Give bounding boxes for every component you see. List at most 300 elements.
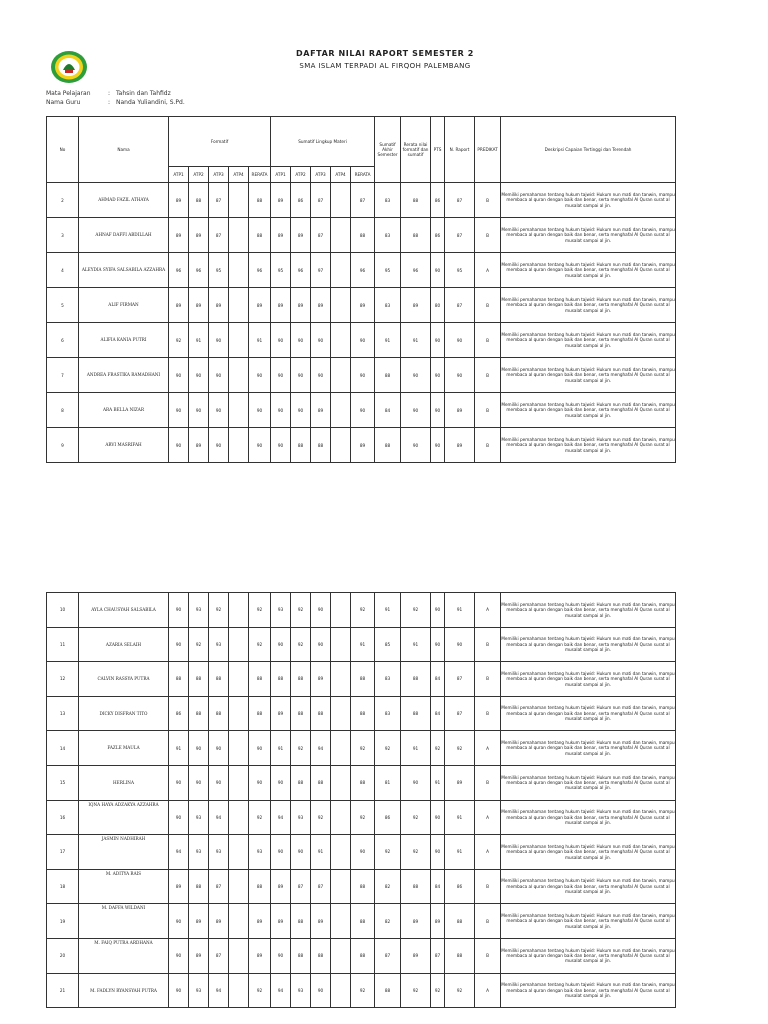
sumatif-atp2: 93 (291, 800, 311, 835)
sumatif-atp3: 90 (311, 973, 331, 1008)
student-no: 19 (47, 904, 79, 939)
formatif-atp4 (229, 393, 249, 428)
predikat-value: B (475, 662, 501, 697)
formatif-atp3: 90 (209, 358, 229, 393)
sumatif-atp1: 90 (271, 393, 291, 428)
formatif-atp2: 93 (189, 800, 209, 835)
student-no: 2 (47, 183, 79, 218)
formatif-atp2: 90 (189, 731, 209, 766)
sumatif-atp4 (331, 253, 351, 288)
formatif-atp2: 93 (189, 973, 209, 1008)
sumatif-atp2: 88 (291, 696, 311, 731)
sumatif-atp4 (331, 593, 351, 628)
pts-value: 80 (431, 288, 445, 323)
pts-value: 90 (431, 393, 445, 428)
description-text: Memiliki pemahaman tentang hukum tajwid: Hukum nun mati dan tanwin, mampu membaca al quran dengan baik dan benar, serta menghafal Al Quran surat al musalat sampai al jin. (501, 904, 676, 939)
predikat-value: A (475, 800, 501, 835)
predikat-value: B (475, 323, 501, 358)
col-s-atp4: ATP4 (331, 167, 351, 183)
formatif-rerata: 92 (249, 800, 271, 835)
student-name: FAZLE MAULA (79, 731, 169, 766)
rerata-nilai-value: 88 (401, 218, 431, 253)
formatif-atp2: 89 (189, 218, 209, 253)
sumatif-atp3: 88 (311, 428, 331, 463)
formatif-atp4 (229, 765, 249, 800)
pts-value: 84 (431, 662, 445, 697)
formatif-atp2: 92 (189, 627, 209, 662)
formatif-atp3: 89 (209, 904, 229, 939)
col-f-atp2: ATP2 (189, 167, 209, 183)
formatif-rerata: 92 (249, 973, 271, 1008)
student-no: 6 (47, 323, 79, 358)
sumatif-akhir-value: 87 (375, 938, 401, 973)
pts-value: 90 (431, 593, 445, 628)
predikat-value: B (475, 765, 501, 800)
description-text: Memiliki pemahaman tentang hukum tajwid: Hukum nun mati dan tanwin, mampu membaca al quran dengan baik dan benar, serta menghafal Al Quran surat al musalat sampai al jin. (501, 973, 676, 1008)
formatif-atp4 (229, 428, 249, 463)
sumatif-atp3: 90 (311, 593, 331, 628)
n-raport-value: 90 (445, 323, 475, 358)
formatif-atp1: 89 (169, 218, 189, 253)
formatif-atp2: 89 (189, 904, 209, 939)
sumatif-rerata: 88 (351, 904, 375, 939)
n-raport-value: 95 (445, 253, 475, 288)
sumatif-atp2: 88 (291, 662, 311, 697)
student-no: 15 (47, 765, 79, 800)
sumatif-atp2: 88 (291, 428, 311, 463)
sumatif-rerata: 87 (351, 183, 375, 218)
formatif-atp3: 87 (209, 938, 229, 973)
table-row (47, 731, 676, 766)
formatif-rerata: 88 (249, 696, 271, 731)
n-raport-value: 90 (445, 627, 475, 662)
sumatif-akhir-value: 82 (375, 869, 401, 904)
formatif-atp3: 95 (209, 253, 229, 288)
formatif-atp4 (229, 662, 249, 697)
student-no: 14 (47, 731, 79, 766)
sumatif-atp3: 97 (311, 253, 331, 288)
grades-table-page1 (46, 116, 676, 463)
sumatif-rerata: 89 (351, 428, 375, 463)
student-no: 21 (47, 973, 79, 1008)
formatif-atp4 (229, 183, 249, 218)
table-row (47, 627, 676, 662)
formatif-atp3: 90 (209, 428, 229, 463)
rerata-nilai-value: 88 (401, 183, 431, 218)
sumatif-akhir-value: 85 (375, 627, 401, 662)
sumatif-atp3: 90 (311, 358, 331, 393)
formatif-atp3: 87 (209, 218, 229, 253)
sumatif-atp1: 91 (271, 731, 291, 766)
sumatif-atp1: 90 (271, 765, 291, 800)
sumatif-rerata: 90 (351, 323, 375, 358)
formatif-atp4 (229, 835, 249, 870)
sumatif-atp1: 89 (271, 218, 291, 253)
rerata-nilai-value: 90 (401, 393, 431, 428)
sumatif-atp4 (331, 662, 351, 697)
student-name: ANDREA FRASTIKA RAMADHANI (79, 358, 169, 393)
formatif-atp3: 94 (209, 973, 229, 1008)
sumatif-atp2: 88 (291, 765, 311, 800)
rerata-nilai-value: 96 (401, 253, 431, 288)
rerata-nilai-value: 89 (401, 938, 431, 973)
report-title: DAFTAR NILAI RAPORT SEMESTER 2 (296, 49, 474, 58)
formatif-atp2: 90 (189, 393, 209, 428)
formatif-atp3: 87 (209, 869, 229, 904)
formatif-atp1: 89 (169, 183, 189, 218)
sumatif-atp1: 89 (271, 288, 291, 323)
table-body-page2 (47, 593, 676, 1008)
predikat-value: B (475, 938, 501, 973)
sumatif-atp2: 89 (291, 288, 311, 323)
student-no: 18 (47, 869, 79, 904)
n-raport-value: 87 (445, 218, 475, 253)
student-name: CALVIN RASSYA PUTRA (79, 662, 169, 697)
n-raport-value: 89 (445, 765, 475, 800)
formatif-atp2: 91 (189, 323, 209, 358)
pts-value: 89 (431, 904, 445, 939)
formatif-atp1: 90 (169, 627, 189, 662)
formatif-atp3: 90 (209, 323, 229, 358)
formatif-atp4 (229, 973, 249, 1008)
sumatif-akhir-value: 83 (375, 662, 401, 697)
pts-value: 87 (431, 938, 445, 973)
sumatif-atp4 (331, 323, 351, 358)
formatif-rerata: 90 (249, 731, 271, 766)
formatif-atp4 (229, 731, 249, 766)
sumatif-atp1: 90 (271, 323, 291, 358)
student-name: DICKY DISFRAN TITO (79, 696, 169, 731)
grades-table-page2 (46, 592, 676, 1008)
sumatif-atp4 (331, 765, 351, 800)
sumatif-rerata: 90 (351, 393, 375, 428)
student-name: JASMIN NADHIRAH (79, 835, 169, 870)
sumatif-atp3: 89 (311, 904, 331, 939)
teacher-label: Nama Guru (46, 99, 81, 106)
predikat-value: B (475, 869, 501, 904)
formatif-rerata: 92 (249, 627, 271, 662)
predikat-value: B (475, 288, 501, 323)
predikat-value: B (475, 696, 501, 731)
description-text: Memiliki pemahaman tentang hukum tajwid: Hukum nun mati dan tanwin, mampu membaca al quran dengan baik dan benar, serta menghafal Al Quran surat al musalat sampai al jin. (501, 323, 676, 358)
predikat-value: A (475, 835, 501, 870)
sumatif-akhir-value: 84 (375, 393, 401, 428)
sumatif-akhir-value: 83 (375, 288, 401, 323)
pts-value: 90 (431, 358, 445, 393)
sumatif-atp2: 90 (291, 323, 311, 358)
subject-label: Mata Pelajaran (46, 90, 91, 97)
pts-value: 92 (431, 731, 445, 766)
sumatif-atp2: 92 (291, 731, 311, 766)
rerata-nilai-value: 89 (401, 904, 431, 939)
sumatif-atp1: 94 (271, 973, 291, 1008)
description-text: Memiliki pemahaman tentang hukum tajwid: Hukum nun mati dan tanwin, mampu membaca al quran dengan baik dan benar, serta menghafal Al Quran surat al musalat sampai al jin. (501, 800, 676, 835)
sumatif-akhir-value: 83 (375, 183, 401, 218)
formatif-atp1: 90 (169, 800, 189, 835)
n-raport-value: 91 (445, 593, 475, 628)
student-no: 3 (47, 218, 79, 253)
formatif-atp3: 92 (209, 593, 229, 628)
formatif-atp2: 88 (189, 696, 209, 731)
sumatif-atp3: 89 (311, 662, 331, 697)
formatif-atp3: 88 (209, 696, 229, 731)
sumatif-atp1: 90 (271, 428, 291, 463)
sumatif-akhir-value: 88 (375, 428, 401, 463)
student-no: 16 (47, 800, 79, 835)
sumatif-atp2: 96 (291, 253, 311, 288)
pts-value: 90 (431, 253, 445, 288)
formatif-atp4 (229, 904, 249, 939)
formatif-atp4 (229, 696, 249, 731)
student-no: 13 (47, 696, 79, 731)
rerata-nilai-value: 91 (401, 627, 431, 662)
sumatif-rerata: 88 (351, 765, 375, 800)
table-row (47, 218, 676, 253)
student-name: M. FAIQ PUTRA ARDHANA (79, 938, 169, 973)
teacher-value: Nanda Yuliandini, S.Pd. (116, 99, 185, 106)
sumatif-atp1: 90 (271, 938, 291, 973)
col-no: No (47, 117, 79, 183)
formatif-rerata: 88 (249, 662, 271, 697)
table-row (47, 288, 676, 323)
sumatif-atp3: 87 (311, 218, 331, 253)
student-no: 9 (47, 428, 79, 463)
formatif-atp2: 93 (189, 835, 209, 870)
sumatif-atp4 (331, 938, 351, 973)
sumatif-atp1: 90 (271, 835, 291, 870)
sumatif-rerata: 90 (351, 835, 375, 870)
predikat-value: B (475, 904, 501, 939)
teacher-line: Nama Guru : Nanda Yuliandini, S.Pd. (46, 99, 185, 106)
sumatif-atp4 (331, 393, 351, 428)
col-sumatif-akhir: Sumatif Akhir Semester (375, 117, 401, 183)
formatif-rerata: 88 (249, 183, 271, 218)
formatif-atp1: 96 (169, 253, 189, 288)
sumatif-atp2: 90 (291, 835, 311, 870)
formatif-atp2: 89 (189, 288, 209, 323)
student-no: 20 (47, 938, 79, 973)
sumatif-akhir-value: 83 (375, 218, 401, 253)
formatif-atp4 (229, 253, 249, 288)
formatif-atp2: 89 (189, 938, 209, 973)
predikat-value: B (475, 218, 501, 253)
description-text: Memiliki pemahaman tentang hukum tajwid: Hukum nun mati dan tanwin, mampu membaca al quran dengan baik dan benar, serta menghafal Al Quran surat al musalat sampai al jin. (501, 765, 676, 800)
formatif-rerata: 90 (249, 393, 271, 428)
student-name: IQNA HAYA ADZAKYA AZZAHRA (79, 800, 169, 835)
predikat-value: A (475, 253, 501, 288)
formatif-rerata: 89 (249, 904, 271, 939)
description-text: Memiliki pemahaman tentang hukum tajwid: Hukum nun mati dan tanwin, mampu membaca al quran dengan baik dan benar, serta menghafal Al Quran surat al musalat sampai al jin. (501, 593, 676, 628)
student-no: 4 (47, 253, 79, 288)
pts-value: 90 (431, 323, 445, 358)
table-row (47, 938, 676, 973)
formatif-atp1: 90 (169, 938, 189, 973)
sumatif-atp4 (331, 428, 351, 463)
sumatif-atp3: 94 (311, 731, 331, 766)
sumatif-atp2: 86 (291, 183, 311, 218)
sumatif-akhir-value: 81 (375, 765, 401, 800)
col-s-atp1: ATP1 (271, 167, 291, 183)
formatif-atp3: 89 (209, 288, 229, 323)
col-f-atp4: ATP4 (229, 167, 249, 183)
pts-value: 86 (431, 183, 445, 218)
sumatif-akhir-value: 86 (375, 800, 401, 835)
sumatif-atp2: 90 (291, 358, 311, 393)
col-deskripsi: Deskripsi Capaian Tertinggi dan Terendah (501, 117, 676, 183)
description-text: Memiliki pemahaman tentang hukum tajwid: Hukum nun mati dan tanwin, mampu membaca al quran dengan baik dan benar, serta menghafal Al Quran surat al musalat sampai al jin. (501, 731, 676, 766)
table-body-page1 (47, 183, 676, 463)
formatif-atp3: 94 (209, 800, 229, 835)
sumatif-atp4 (331, 183, 351, 218)
formatif-rerata: 90 (249, 358, 271, 393)
sumatif-atp3: 91 (311, 835, 331, 870)
sumatif-rerata: 88 (351, 696, 375, 731)
formatif-atp2: 89 (189, 428, 209, 463)
student-name: ARVI MASRIFAH (79, 428, 169, 463)
sumatif-rerata: 88 (351, 938, 375, 973)
formatif-atp3: 87 (209, 183, 229, 218)
description-text: Memiliki pemahaman tentang hukum tajwid: Hukum nun mati dan tanwin, mampu membaca al quran dengan baik dan benar, serta menghafal Al Quran surat al musalat sampai al jin. (501, 627, 676, 662)
sumatif-akhir-value: 88 (375, 358, 401, 393)
formatif-atp4 (229, 627, 249, 662)
pts-value: 84 (431, 869, 445, 904)
sumatif-atp4 (331, 627, 351, 662)
rerata-nilai-value: 91 (401, 323, 431, 358)
table-row (47, 973, 676, 1008)
description-text: Memiliki pemahaman tentang hukum tajwid: Hukum nun mati dan tanwin, mampu membaca al quran dengan baik dan benar, serta menghafal Al Quran surat al musalat sampai al jin. (501, 253, 676, 288)
student-no: 5 (47, 288, 79, 323)
student-no: 11 (47, 627, 79, 662)
formatif-atp4 (229, 218, 249, 253)
subject-line: Mata Pelajaran : Tahsin dan Tahfidz (46, 90, 171, 97)
sumatif-atp4 (331, 288, 351, 323)
sumatif-atp4 (331, 973, 351, 1008)
sumatif-akhir-value: 92 (375, 835, 401, 870)
n-raport-value: 89 (445, 393, 475, 428)
formatif-atp4 (229, 800, 249, 835)
formatif-atp2: 88 (189, 662, 209, 697)
predikat-value: B (475, 358, 501, 393)
col-f-rerata: RERATA (249, 167, 271, 183)
sumatif-atp3: 88 (311, 696, 331, 731)
col-sumatif: Sumatif Lingkup Materi (271, 117, 375, 167)
formatif-atp1: 90 (169, 904, 189, 939)
description-text: Memiliki pemahaman tentang hukum tajwid: Hukum nun mati dan tanwin, mampu membaca al quran dengan baik dan benar, serta menghafal Al Quran surat al musalat sampai al jin. (501, 183, 676, 218)
n-raport-value: 90 (445, 358, 475, 393)
description-text: Memiliki pemahaman tentang hukum tajwid: Hukum nun mati dan tanwin, mampu membaca al quran dengan baik dan benar, serta menghafal Al Quran surat al musalat sampai al jin. (501, 938, 676, 973)
formatif-atp4 (229, 593, 249, 628)
pts-value: 92 (431, 973, 445, 1008)
sumatif-rerata: 88 (351, 662, 375, 697)
sumatif-atp2: 92 (291, 627, 311, 662)
sumatif-atp3: 89 (311, 288, 331, 323)
sumatif-akhir-value: 82 (375, 904, 401, 939)
formatif-rerata: 89 (249, 938, 271, 973)
col-f-atp3: ATP3 (209, 167, 229, 183)
predikat-value: A (475, 731, 501, 766)
formatif-atp3: 90 (209, 731, 229, 766)
sumatif-atp1: 89 (271, 696, 291, 731)
formatif-atp1: 91 (169, 731, 189, 766)
sumatif-atp1: 89 (271, 183, 291, 218)
formatif-atp4 (229, 358, 249, 393)
formatif-rerata: 89 (249, 288, 271, 323)
formatif-atp1: 94 (169, 835, 189, 870)
col-name: Nama (79, 117, 169, 183)
table-row (47, 904, 676, 939)
description-text: Memiliki pemahaman tentang hukum tajwid: Hukum nun mati dan tanwin, mampu membaca al quran dengan baik dan benar, serta menghafal Al Quran surat al musalat sampai al jin. (501, 696, 676, 731)
sumatif-atp4 (331, 800, 351, 835)
formatif-atp1: 90 (169, 973, 189, 1008)
pts-value: 90 (431, 627, 445, 662)
formatif-atp1: 90 (169, 393, 189, 428)
sumatif-atp3: 87 (311, 183, 331, 218)
table-row (47, 428, 676, 463)
student-no: 12 (47, 662, 79, 697)
table-row (47, 800, 676, 835)
rerata-nilai-value: 88 (401, 662, 431, 697)
rerata-nilai-value: 90 (401, 358, 431, 393)
predikat-value: B (475, 428, 501, 463)
col-s-rerata: RERATA (351, 167, 375, 183)
formatif-rerata: 88 (249, 869, 271, 904)
col-s-atp2: ATP2 (291, 167, 311, 183)
pts-value: 90 (431, 800, 445, 835)
subject-value: Tahsin dan Tahfidz (116, 90, 171, 97)
sumatif-rerata: 96 (351, 253, 375, 288)
n-raport-value: 91 (445, 800, 475, 835)
description-text: Memiliki pemahaman tentang hukum tajwid: Hukum nun mati dan tanwin, mampu membaca al quran dengan baik dan benar, serta menghafal Al Quran surat al musalat sampai al jin. (501, 393, 676, 428)
sumatif-atp1: 89 (271, 904, 291, 939)
table-row (47, 593, 676, 628)
sumatif-akhir-value: 88 (375, 973, 401, 1008)
n-raport-value: 87 (445, 696, 475, 731)
sumatif-atp3: 92 (311, 800, 331, 835)
predikat-value: B (475, 183, 501, 218)
formatif-atp4 (229, 323, 249, 358)
sumatif-rerata: 92 (351, 731, 375, 766)
description-text: Memiliki pemahaman tentang hukum tajwid: Hukum nun mati dan tanwin, mampu membaca al quran dengan baik dan benar, serta menghafal Al Quran surat al musalat sampai al jin. (501, 358, 676, 393)
pts-value: 86 (431, 218, 445, 253)
rerata-nilai-value: 92 (401, 593, 431, 628)
sumatif-akhir-value: 91 (375, 323, 401, 358)
sumatif-akhir-value: 92 (375, 731, 401, 766)
predikat-value: A (475, 593, 501, 628)
formatif-rerata: 90 (249, 428, 271, 463)
table-row (47, 835, 676, 870)
n-raport-value: 91 (445, 835, 475, 870)
sumatif-atp3: 90 (311, 323, 331, 358)
formatif-atp3: 93 (209, 835, 229, 870)
sumatif-atp4 (331, 869, 351, 904)
rerata-nilai-value: 92 (401, 800, 431, 835)
col-rerata-sumatif: Rerata nilai formatif dan sumatif (401, 117, 431, 183)
formatif-rerata: 93 (249, 835, 271, 870)
formatif-rerata: 90 (249, 765, 271, 800)
formatif-rerata: 91 (249, 323, 271, 358)
sumatif-atp1: 95 (271, 253, 291, 288)
sumatif-atp3: 88 (311, 938, 331, 973)
sumatif-atp1: 90 (271, 358, 291, 393)
student-name: AHMAD FAZIL ATHAYA (79, 183, 169, 218)
predikat-value: A (475, 973, 501, 1008)
sumatif-atp2: 93 (291, 973, 311, 1008)
n-raport-value: 87 (445, 183, 475, 218)
student-name: M. FADLYN RYANSYAH PUTRA (79, 973, 169, 1008)
sumatif-atp1: 93 (271, 593, 291, 628)
student-name: ARA BELLA NIZAR (79, 393, 169, 428)
description-text: Memiliki pemahaman tentang hukum tajwid: Hukum nun mati dan tanwin, mampu membaca al quran dengan baik dan benar, serta menghafal Al Quran surat al musalat sampai al jin. (501, 662, 676, 697)
